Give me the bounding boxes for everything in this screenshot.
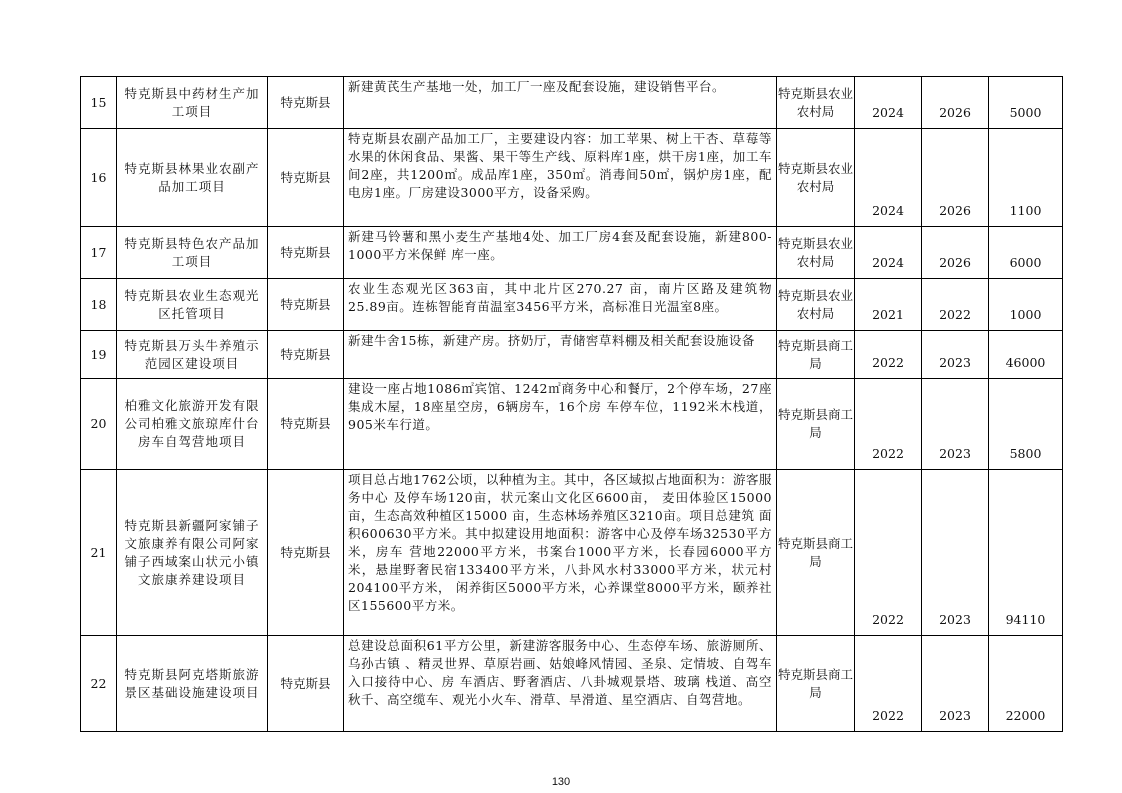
row-number-cell: 16 [81, 129, 117, 227]
project-name-cell: 特克斯县农业生态观光区托管项目 [117, 279, 268, 331]
end-year-cell: 2026 [922, 129, 989, 227]
table-row [81, 279, 1063, 331]
construction-content-cell: 项目总占地1762公顷，以种植为主。其中，各区域拟占地面积为：游客服务中心 及停车场120亩，状元案山文化区6600亩， 麦田体验区15000亩，生态高效种植区15000 亩，生态林场养殖区3210亩。项目总建筑 面积600630平方米。其中拟建设用地面积：游客中心及停车场32530平方米，房车 营地22000平方米，书案台1000平方米，长春园6000平方米，悬崖野奢民宿133400平方米，八卦风水村33000平方米，状元村204100平方米， 闲养街区5000平方米，心养课堂8000平方米，颐养社区155600平方米。 [344, 470, 777, 636]
county-cell: 特克斯县 [268, 129, 344, 227]
responsible-department-cell: 特克斯县商工局 [777, 470, 855, 636]
construction-content-cell: 建设一座占地1086㎡宾馆、1242㎡商务中心和餐厅，2个停车场，27座 集成木屋，18座星空房，6辆房车，16个房 车停车位，1192米木栈道，905米车行道。 [344, 379, 777, 470]
county-cell: 特克斯县 [268, 279, 344, 331]
responsible-department-cell: 特克斯县商工局 [777, 636, 855, 732]
county-cell: 特克斯县 [268, 636, 344, 732]
table-row [81, 470, 1063, 636]
responsible-department-cell: 特克斯县商工局 [777, 331, 855, 379]
project-name-cell: 特克斯县新疆阿家铺子文旅康养有限公司阿家铺子西域案山状元小镇文旅康养建设项目 [117, 470, 268, 636]
project-name-cell: 特克斯县林果业农副产品加工项目 [117, 129, 268, 227]
construction-content-cell: 农业生态观光区363亩，其中北片区270.27 亩，南片区路及建筑物25.89亩。连栋智能育苗温室3456平方米，高标准日光温室8座。 [344, 279, 777, 331]
end-year-cell: 2026 [922, 227, 989, 279]
investment-amount-cell: 1000 [989, 279, 1063, 331]
construction-content-cell: 新建黄芪生产基地一处，加工厂一座及配套设施，建设销售平台。 [344, 77, 777, 129]
start-year-cell: 2021 [855, 279, 922, 331]
investment-amount-cell: 5800 [989, 379, 1063, 470]
project-name-cell: 特克斯县阿克塔斯旅游景区基础设施建设项目 [117, 636, 268, 732]
responsible-department-cell: 特克斯县农业农村局 [777, 77, 855, 129]
responsible-department-cell: 特克斯县农业农村局 [777, 129, 855, 227]
end-year-cell: 2022 [922, 279, 989, 331]
end-year-cell: 2023 [922, 470, 989, 636]
row-number-cell: 22 [81, 636, 117, 732]
investment-amount-cell: 6000 [989, 227, 1063, 279]
project-name-cell: 柏雅文化旅游开发有限公司柏雅文旅琼库什台房车自驾营地项目 [117, 379, 268, 470]
start-year-cell: 2024 [855, 129, 922, 227]
responsible-department-cell: 特克斯县农业农村局 [777, 279, 855, 331]
end-year-cell: 2023 [922, 379, 989, 470]
start-year-cell: 2022 [855, 636, 922, 732]
county-cell: 特克斯县 [268, 77, 344, 129]
start-year-cell: 2024 [855, 77, 922, 129]
investment-amount-cell: 22000 [989, 636, 1063, 732]
row-number-cell: 17 [81, 227, 117, 279]
row-number-cell: 15 [81, 77, 117, 129]
construction-content-cell: 新建牛舍15栋，新建产房。挤奶厅，青储窖草料棚及相关配套设施设备 [344, 331, 777, 379]
table-row [81, 227, 1063, 279]
investment-amount-cell: 46000 [989, 331, 1063, 379]
investment-amount-cell: 5000 [989, 77, 1063, 129]
project-name-cell: 特克斯县中药材生产加工项目 [117, 77, 268, 129]
table-row [81, 129, 1063, 227]
table-row [81, 77, 1063, 129]
investment-amount-cell: 94110 [989, 470, 1063, 636]
county-cell: 特克斯县 [268, 331, 344, 379]
start-year-cell: 2022 [855, 379, 922, 470]
start-year-cell: 2022 [855, 470, 922, 636]
construction-content-cell: 特克斯县农副产品加工厂，主要建设内容：加工苹果、树上干杏、草莓等水果的休闲食品、果酱、果干等生产线、原料库1座，烘干房1座，加工车间2座，共1200㎡。成品库1座，350㎡。消毒间50㎡，锅炉房1座，配电房1座。厂房建设3000平方，设备采购。 [344, 129, 777, 227]
county-cell: 特克斯县 [268, 227, 344, 279]
investment-amount-cell: 1100 [989, 129, 1063, 227]
county-cell: 特克斯县 [268, 379, 344, 470]
project-name-cell: 特克斯县万头牛养殖示范园区建设项目 [117, 331, 268, 379]
start-year-cell: 2024 [855, 227, 922, 279]
table-body [81, 77, 1063, 732]
construction-content-cell: 新建马铃薯和黑小麦生产基地4处、加工厂房4套及配套设施，新建800-1000平方米保鲜 库一座。 [344, 227, 777, 279]
start-year-cell: 2022 [855, 331, 922, 379]
end-year-cell: 2023 [922, 636, 989, 732]
responsible-department-cell: 特克斯县商工局 [777, 379, 855, 470]
row-number-cell: 18 [81, 279, 117, 331]
table-row [81, 331, 1063, 379]
table-row [81, 379, 1063, 470]
end-year-cell: 2026 [922, 77, 989, 129]
end-year-cell: 2023 [922, 331, 989, 379]
row-number-cell: 20 [81, 379, 117, 470]
row-number-cell: 21 [81, 470, 117, 636]
page-number: 130 [551, 776, 571, 788]
table-row [81, 636, 1063, 732]
construction-content-cell: 总建设总面积61平方公里，新建游客服务中心、生态停车场、旅游厕所、乌孙古镇 、精灵世界、草原岩画、姑娘峰风情园、圣泉、定情坡、自驾车入口接待中心、房 车酒店、野奢酒店、八卦城观景塔、玻璃 栈道、高空秋千、高空缆车、观光小火车、滑草、旱滑道、星空酒店、自驾营地。 [344, 636, 777, 732]
row-number-cell: 19 [81, 331, 117, 379]
project-name-cell: 特克斯县特色农产品加工项目 [117, 227, 268, 279]
responsible-department-cell: 特克斯县农业农村局 [777, 227, 855, 279]
project-table [80, 76, 1063, 732]
county-cell: 特克斯县 [268, 470, 344, 636]
